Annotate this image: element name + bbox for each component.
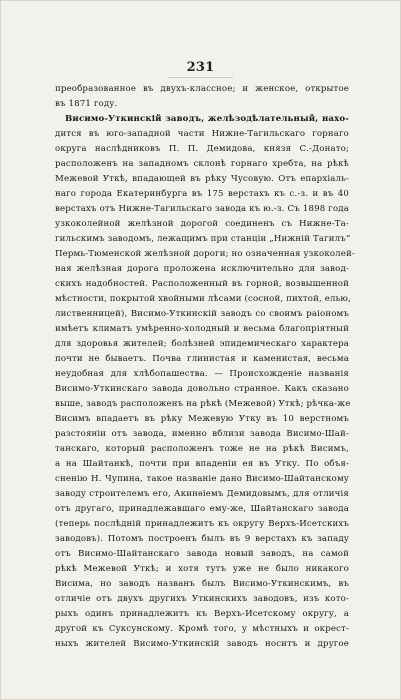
text-line: ная желѣзная дорога проложена исключительно для завод- [55, 264, 349, 274]
text-line: а на Шайтанкѣ, почти при впаденіи ея въ Утку. По объя- [55, 459, 349, 469]
text-line: узкоколейной желѣзной дорогой соединенъ съ Нижне-Та- [55, 219, 349, 229]
text-line: (теперь послѣдній принадлежитъ къ округу Верхъ-Исетскихъ [55, 519, 349, 529]
text-line: наго города Екатеринбурга въ 175 верстахъ къ с.-з. и въ 40 [55, 189, 349, 199]
text-line: Межевой Уткѣ, впадающей въ рѣку Чусовую. Отъ епархіаль- [55, 174, 349, 184]
text-line: заводовъ). Потомъ построенъ былъ въ 9 верстахъ къ западу [55, 534, 349, 544]
text-line: танскаго, который расположенъ тоже не на рѣкѣ Висимъ, [55, 444, 349, 454]
text-line: разстояніи отъ завода, именно вблизи завода Висимо-Шай- [55, 429, 349, 439]
text-line: другой къ Суксунскому. Кромѣ того, у мѣстныхъ и окрест- [55, 624, 349, 634]
text-line: отъ другаго, принадлежавшаго ему-же, Шайтанскаго завода [55, 504, 349, 514]
text-line: сненію Н. Чупина, такое названіе дано Висимо-Шайтанскому [55, 474, 349, 484]
text-line: верстахъ отъ Нижне-Тагильскаго завода къ ю.-з. Съ 1898 года [55, 204, 349, 214]
text-line: Висимо-Уткинскаго завода довольно странное. Какъ сказано [55, 384, 349, 394]
text-line: Висима, но заводъ названъ былъ Висимо-Уткинскимъ, въ [55, 579, 349, 589]
text-line: Висимъ впадаетъ въ рѣку Межевую Утку въ 10 верстномъ [55, 414, 349, 424]
text-line: неудобная для хлѣбопашества. — Происхожденіе названія [55, 369, 349, 379]
text-line: округа наслѣдниковъ П. П. Демидова, князя С.-Донато; [55, 144, 349, 154]
text-line: выше, заводъ расположенъ на рѣкѣ (Межевой) Уткѣ; рѣчка-же [55, 399, 351, 409]
page-number: 231 [186, 60, 215, 75]
text-line: рѣкѣ Межевой Уткѣ; и хотя тутъ уже не было никакого [55, 564, 349, 574]
text-line: отъ Висимо-Шайтанскаго завода новый заводъ, на самой [55, 549, 349, 559]
text-line: расположенъ на западномъ склонѣ горнаго хребта, на рѣкѣ [55, 159, 349, 169]
header-divider [168, 77, 233, 78]
text-line: заводу строителемъ его, Акинѳіемъ Демидовымъ, для отличія [55, 489, 349, 499]
text-line: мѣстности, покрытой хвойными лѣсами (сосной, пихтой, елью, [55, 294, 351, 304]
text-line: рыхъ одинъ принадлежитъ къ Верхъ-Исетскому округу, а [55, 609, 349, 619]
text-line: гильскимъ заводомъ, лежащимъ при станціи „Нижній Тагилъ“ [55, 234, 351, 244]
text-line: отличіе отъ двухъ другихъ Уткинскихъ заводовъ, изъ кото- [55, 594, 349, 604]
text-line: лиственницей), Висимо-Уткинскій заводъ со своимъ раіономъ [55, 309, 349, 319]
text-line: скихъ надобностей. Расположенный въ горной, возвышенной [55, 279, 349, 289]
text-line: для здоровья жителей; болѣзней эпидемическаго характера [55, 339, 349, 349]
text-line: ныхъ жителей Висимо-Уткинскій заводъ носитъ и другое [55, 639, 349, 649]
text-line: въ 1871 году. [55, 99, 118, 109]
text-line: имѣетъ климатъ умѣренно-холодный и весьма благопріятный [55, 324, 349, 334]
page-body-text [55, 82, 355, 652]
text-line: Пермь-Тюменской желѣзной дороги; но означенная узкоколей- [55, 249, 355, 259]
text-line: преобразованное въ двухъ-классное; и женское, открытое [55, 84, 349, 94]
text-line: дится въ юго-западной части Нижне-Тагильскаго горнаго [55, 129, 349, 139]
text-line: почти не бываетъ. Почва глинистая и каменистая, весьма [55, 354, 349, 364]
section-heading-line: Висимо-Уткинскій заводъ, желѣзодѣлательный, нахо- [65, 114, 349, 124]
